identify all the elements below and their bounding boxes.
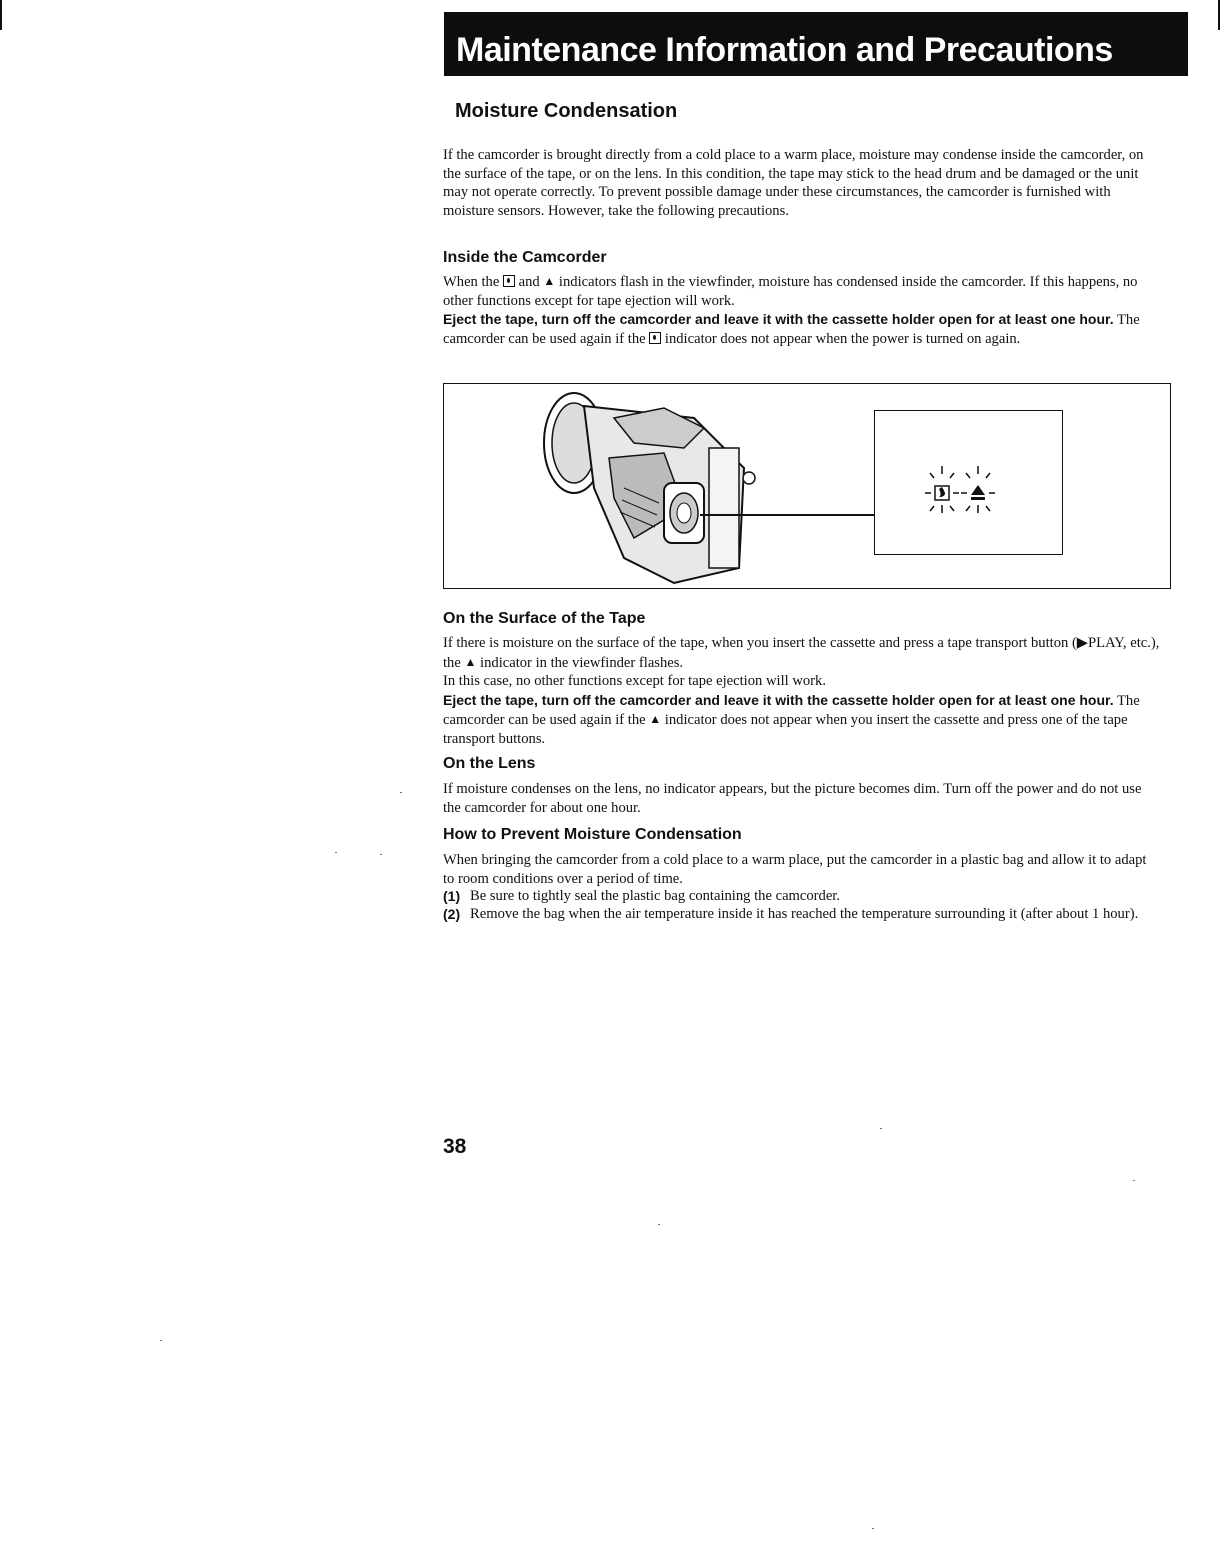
scan-speck [380, 854, 382, 855]
surface-text-e: indicator does not appear when you insert the cassette and press one of the tape transport buttons. [443, 712, 1128, 747]
scan-speck [872, 1528, 874, 1529]
surface-text-c: In this case, no other functions except for tape ejection will work. [443, 673, 826, 690]
viewfinder-inset [874, 410, 1063, 555]
prevent-heading: How to Prevent Moisture Condensation [443, 826, 742, 843]
scan-speck [1133, 1180, 1135, 1181]
left-edge-mark [0, 0, 2, 30]
intro-paragraph: If the camcorder is brought directly from a cold place to a warm place, moisture may condense inside the camcorder, on the surface of the tape, or on the lens. In this condition, the tape may stick to the head drum and be damaged or the unit may not operate correctly. To prevent possible damage under these circumstances, the camcorder is furnished with moisture sensors. However, take the following precautions. [443, 147, 1144, 219]
surface-bold-instruction: Eject the tape, turn off the camcorder and leave it with the cassette holder open for at least one hour. [443, 691, 1114, 708]
list-item [443, 905, 1161, 925]
scan-speck [880, 1128, 882, 1129]
step-text: Remove the bag when the air temperature inside it has reached the temperature surrounding it (after about 1 hour). [470, 906, 1139, 922]
inside-text-d: The camcorder can be used again if the [443, 312, 1140, 347]
page-title: Maintenance Information and Precautions [456, 31, 1113, 69]
camcorder-illustration [514, 388, 814, 588]
surface-text-d: The camcorder can be used again if the [443, 692, 1140, 729]
eject-indicator-icon: ▲ [649, 712, 662, 727]
header-bar [444, 12, 1188, 76]
right-edge-mark [1218, 0, 1220, 30]
inside-paragraph [443, 272, 1161, 348]
prevent-paragraph: When bringing the camcorder from a cold place to a warm place, put the camcorder in a plastic bag and allow it to adapt to room conditions over a period of time. [443, 852, 1147, 887]
surface-heading: On the Surface of the Tape [443, 610, 646, 627]
surface-text-b: indicator in the viewfinder flashes. [480, 654, 684, 671]
inside-text-c: indicators flash in the viewfinder, moisture has condensed inside the camcorder. If this happens, no other functions except for tape ejection will work. [443, 274, 1138, 309]
scan-speck [335, 852, 337, 853]
scan-speck [658, 1224, 660, 1225]
surface-paragraph [443, 634, 1161, 749]
inside-text-a: When the [443, 274, 500, 290]
surface-text-a: If there is moisture on the surface of the tape, when you insert the cassette and press a tape transport button (▶PLAY, etc.), the [443, 635, 1160, 671]
scan-speck [400, 792, 402, 793]
list-item [443, 887, 1161, 907]
moisture-indicator-icon [503, 275, 515, 287]
inside-text-b: and [518, 274, 540, 290]
lens-heading: On the Lens [443, 755, 536, 772]
flashing-indicators-icon [875, 411, 1064, 556]
section-title: Moisture Condensation [455, 100, 678, 122]
step-number: (1) [443, 888, 461, 904]
step-number: (2) [443, 906, 461, 922]
scan-speck [160, 1340, 162, 1341]
leader-line [700, 514, 875, 516]
moisture-indicator-icon [649, 332, 661, 344]
lens-paragraph: If moisture condenses on the lens, no indicator appears, but the picture becomes dim. Turn off the power and do not use the camcorder for about one hour. [443, 781, 1142, 816]
page-number: 38 [443, 1135, 467, 1158]
eject-indicator-icon: ▲ [464, 654, 477, 669]
inside-bold-instruction: Eject the tape, turn off the camcorder and leave it with the cassette holder open for at least one hour. [443, 311, 1114, 328]
step-text: Be sure to tightly seal the plastic bag containing the camcorder. [470, 888, 841, 904]
inside-heading: Inside the Camcorder [443, 249, 607, 266]
inside-text-e: indicator does not appear when the power is turned on again. [664, 330, 1021, 347]
eject-indicator-icon: ▲ [543, 274, 556, 288]
